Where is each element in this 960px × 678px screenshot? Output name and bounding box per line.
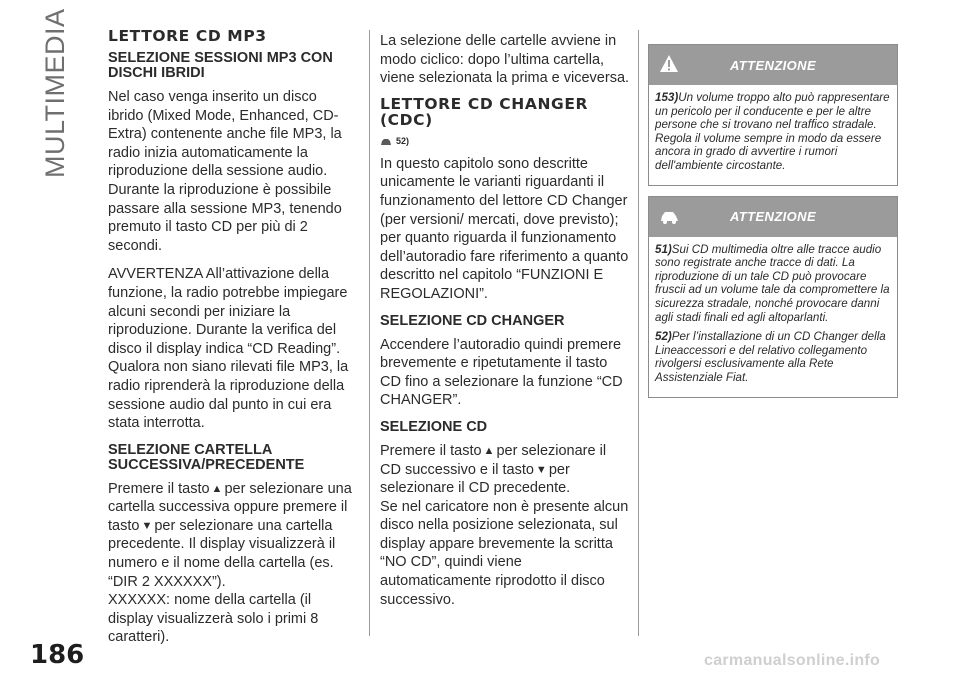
paragraph-cyclic-selection: La selezione delle cartelle avviene in modo ciclico: dopo l’ultima cartella, viene selezionata la prima e viceversa. [380,33,630,87]
warning-item [655,243,891,325]
paragraph-cd-changer-select: Accendere l’autoradio quindi premere brevemente e ripetutamente il tasto CD fino a selezionare la funzione “CD CHANGER”. [380,336,623,409]
reference-marker [380,133,630,149]
warning-number: 51) [655,242,672,256]
section-side-label [36,8,96,178]
arrow-up-icon: ▲ [211,482,223,495]
warning-header [649,45,897,85]
column-1 [108,28,356,657]
page-number: 186 [30,640,85,670]
warning-header [649,197,897,237]
warning-box-volume [648,44,898,186]
paragraph-no-cd: Se nel caricatore non è presente alcun disco nella posizione selezionata, sul display appare brevemente la scritta “NO CD”, quindi viene automaticamente riprodotto il disco successivo. [380,498,629,608]
text-fragment: per selezionare una cartella successiva oppure premere il tasto [108,480,352,534]
warning-triangle-icon [659,54,679,74]
paragraph-folder-select [108,480,356,592]
subheading-hybrid-sessions: SELEZIONE SESSIONI MP3 CON DISCHI IBRIDI [108,50,333,81]
warning-box-cd [648,196,898,398]
warning-text: Sui CD multimedia oltre alle tracce audio sono registrate anche tracce di dati. La riproduzione di un tale CD può provocare fruscii ad un volume tale da compromettere la sicurezza stradale, nonché provocare danni agli stadi finali ed agli altoparlanti. [655,242,890,324]
reference-number: 52) [396,135,410,146]
warning-number: 52) [655,330,672,344]
text-fragment: per selezionare il CD successivo e il tasto [380,442,607,478]
subheading-folder-select: SELEZIONE CARTELLA SUCCESSIVA/PRECEDENTE [108,441,305,473]
car-warning-icon [380,136,392,147]
warning-item [655,330,891,384]
warning-title: ATTENZIONE [729,57,817,73]
text-fragment: per selezionare una cartella precedente. Il display visualizzerà il numero e il nome della cartella (es. “DIR 2 XXXXXX”). [108,517,336,590]
car-damage-icon [659,206,681,226]
warning-item [655,91,891,173]
arrow-up-icon: ▲ [483,444,495,457]
paragraph-warning-note: AVVERTENZA All’attivazione della funzione, la radio potrebbe impiegare alcuni secondi per iniziare la riproduzione. Durante la verifica del disco il display indica “CD Reading”. Qualora non siano rilevati file MP3, la radio riprenderà la riproduzione della sessione audio dal punto in cui era stata interrotta. [108,266,349,432]
warning-body [649,237,897,397]
text-fragment: Premere il tasto [108,480,210,497]
section-title-cd-changer: LETTORE CD CHANGER (CDC) [380,94,589,129]
warning-text: Un volume troppo alto può rappresentare un pericolo per il conducente e per le altre persone che si trovano nel traffico stradale. Regola il volume sempre in modo da essere ancora in grado di avvertire i rumori dell'ambiente circostante. [655,91,890,172]
paragraph-cd-changer-intro: In questo capitolo sono descritte unicamente le varianti riguardanti il funzionamento del lettore CD Changer (per versioni/ mercati, dove previsto); per quanto riguarda il funzionamento dell’autoradio fare riferimento a quanto descritto nel capitolo “FUNZIONI E REGOLAZIONI”. [380,155,629,302]
paragraph-folder-name: XXXXXX: nome della cartella (il display visualizzerà solo i primi 8 caratteri). [108,592,319,646]
warning-title: ATTENZIONE [729,209,817,225]
column-2 [380,32,630,619]
text-fragment: per selezionare il CD precedente. [380,461,571,497]
section-label-text: MULTIMEDIA [40,8,70,178]
arrow-down-icon: ▼ [535,463,547,476]
section-title-cd-mp3: LETTORE CD MP3 [108,27,267,45]
paragraph-cd-select [380,442,630,498]
paragraph-hybrid-disc: Nel caso venga inserito un disco ibrido (Mixed Mode, Enhanced, CD-Extra) contenente anche file MP3, la radio inizia automaticamente la riproduzione della sessione audio. Durante la riproduzione è possibile passare alla sessione MP3, tenendo premuto il tasto CD per più di 2 secondi. [108,89,342,254]
warning-number: 153) [655,91,679,104]
column-divider-left [369,30,370,636]
column-3 [648,44,898,408]
watermark: carmanualsonline.info [704,652,881,669]
subheading-cd-changer-select: SELEZIONE CD CHANGER [380,312,565,329]
warning-body [649,85,897,185]
warning-text: Per l’installazione di un CD Changer della Lineaccessori e del relativo collegamento rivolgersi esclusivamente alla Rete Assistenziale Fiat. [655,330,886,384]
subheading-cd-select: SELEZIONE CD [380,418,488,435]
arrow-down-icon: ▼ [141,519,153,532]
text-fragment: Premere il tasto [380,442,482,459]
column-divider-right [638,30,639,636]
